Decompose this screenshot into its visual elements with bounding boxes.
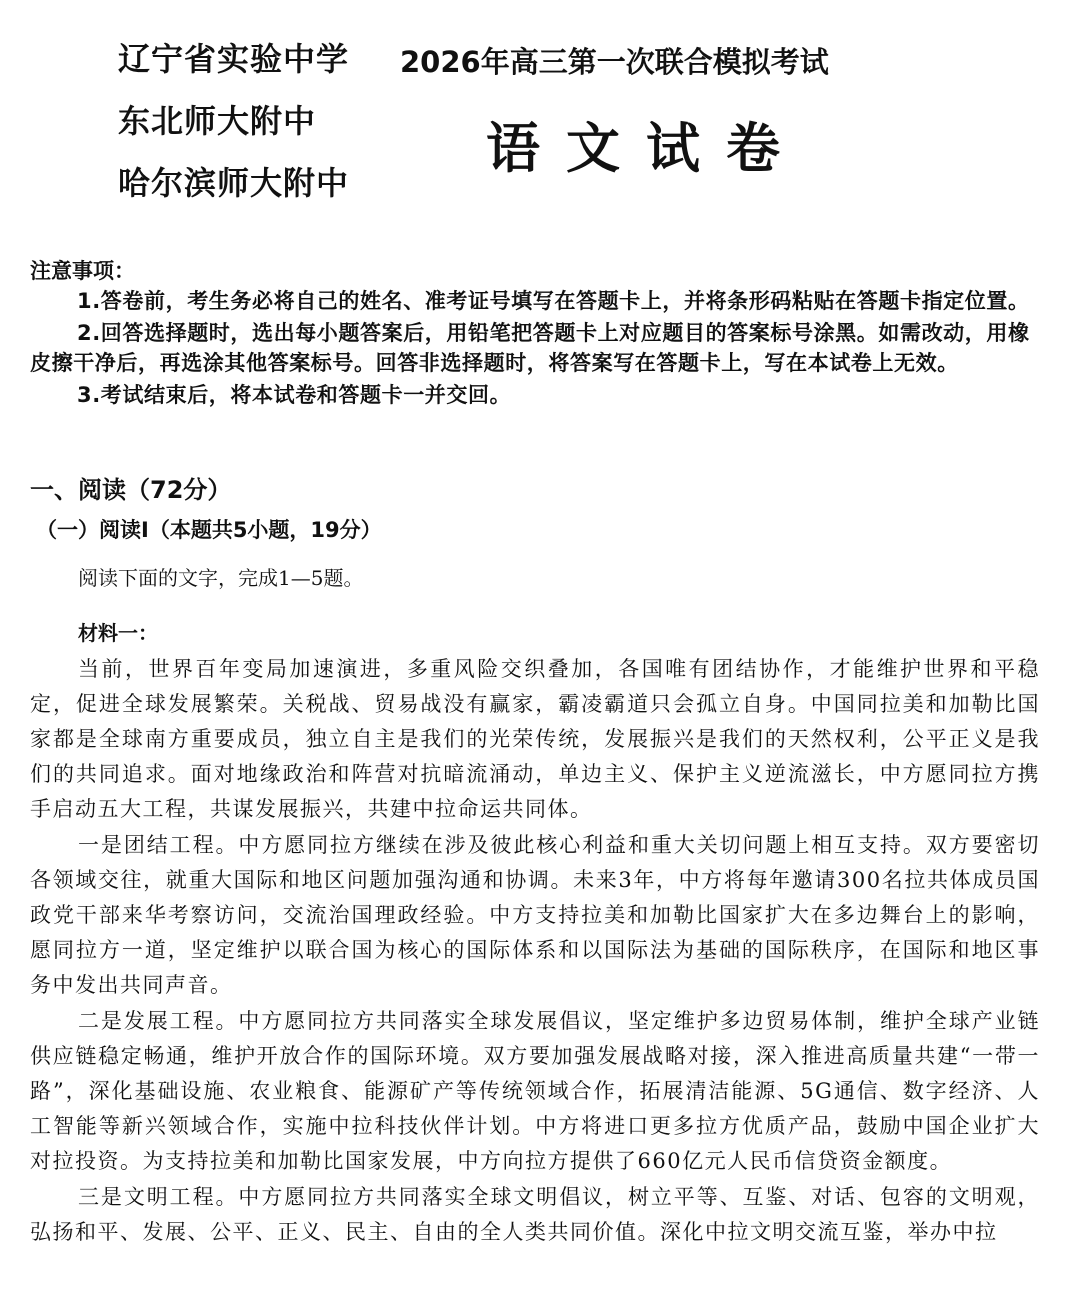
note-item: 1.答卷前，考生务必将自己的姓名、准考证号填写在答题卡上，并将条形码粘贴在答题卡指定位置。 [77,289,1030,313]
notes-block [30,256,1040,410]
paragraph: 二是发展工程。中方愿同拉方共同落实全球发展倡议，坚定维护多边贸易体制，维护全球产业链供应链稳定畅通，维护开放合作的国际环境。双方要加强发展战略对接，深入推进高质量共建“一带一路”，深化基础设施、农业粮食、能源矿产等传统领域合作，拓展清洁能源、5G通信、数字经济、人工智能等新兴领域合作，实施中拉科技伙伴计划。中方将进口更多拉方优质产品，鼓励中国企业扩大对拉投资。为支持拉美和加勒比国家发展，中方向拉方提供了660亿元人民币信贷资金额度。 [30,1009,1040,1173]
paper-title: 语文试卷 [486,117,806,180]
school-list [118,28,378,214]
school-name: 东北师大附中 [118,102,317,140]
paragraph: 三是文明工程。中方愿同拉方共同落实全球文明倡议，树立平等、互鉴、对话、包容的文明观，弘扬和平、发展、公平、正义、民主、自由的全人类共同价值。深化中拉文明交流互鉴，举办中拉 [30,1185,1040,1244]
note-item: 2.回答选择题时，选出每小题答案后，用铅笔把答题卡上对应题目的答案标号涂黑。如需改动，用橡皮擦干净后，再选涂其他答案标号。回答非选择题时，将答案写在答题卡上，写在本试卷上无效。 [30,321,1030,375]
material-text [30,652,1040,1250]
section-title: 一、阅读（72分） [30,476,232,504]
paragraph: 当前，世界百年变局加速演进，多重风险交织叠加，各国唯有团结协作，才能维护世界和平稳定，促进全球发展繁荣。关税战、贸易战没有赢家，霸凌霸道只会孤立自身。中国同拉美和加勒比国家都是全球南方重要成员，独立自主是我们的光荣传统，发展振兴是我们的天然权利，公平正义是我们的共同追求。面对地缘政治和阵营对抗暗流涌动，单边主义、保护主义逆流滋长，中方愿同拉方携手启动五大工程，共谋发展振兴，共建中拉命运共同体。 [30,657,1040,821]
exam-title: 2026年高三第一次联合模拟考试 [400,45,829,79]
reading-instruction: 阅读下面的文字，完成1—5题。 [78,566,364,590]
paragraph: 一是团结工程。中方愿同拉方继续在涉及彼此核心利益和重大关切问题上相互支持。双方要密切各领域交往，就重大国际和地区问题加强沟通和协调。未来3年，中方将每年邀请300名拉共体成员国政党干部来华考察访问，交流治国理政经验。中方支持拉美和加勒比国家扩大在多边舞台上的影响，愿同拉方一道，坚定维护以联合国为核心的国际体系和以国际法为基础的国际秩序，在国际和地区事务中发出共同声音。 [30,833,1040,997]
note-item: 3.考试结束后，将本试卷和答题卡一并交回。 [77,383,512,407]
school-name: 哈尔滨师大附中 [118,164,350,202]
section-subtitle: （一）阅读Ⅰ（本题共5小题，19分） [36,518,382,542]
school-name: 辽宁省实验中学 [118,40,350,78]
material-label: 材料一： [78,621,158,645]
notes-title: 注意事项： [30,259,135,283]
